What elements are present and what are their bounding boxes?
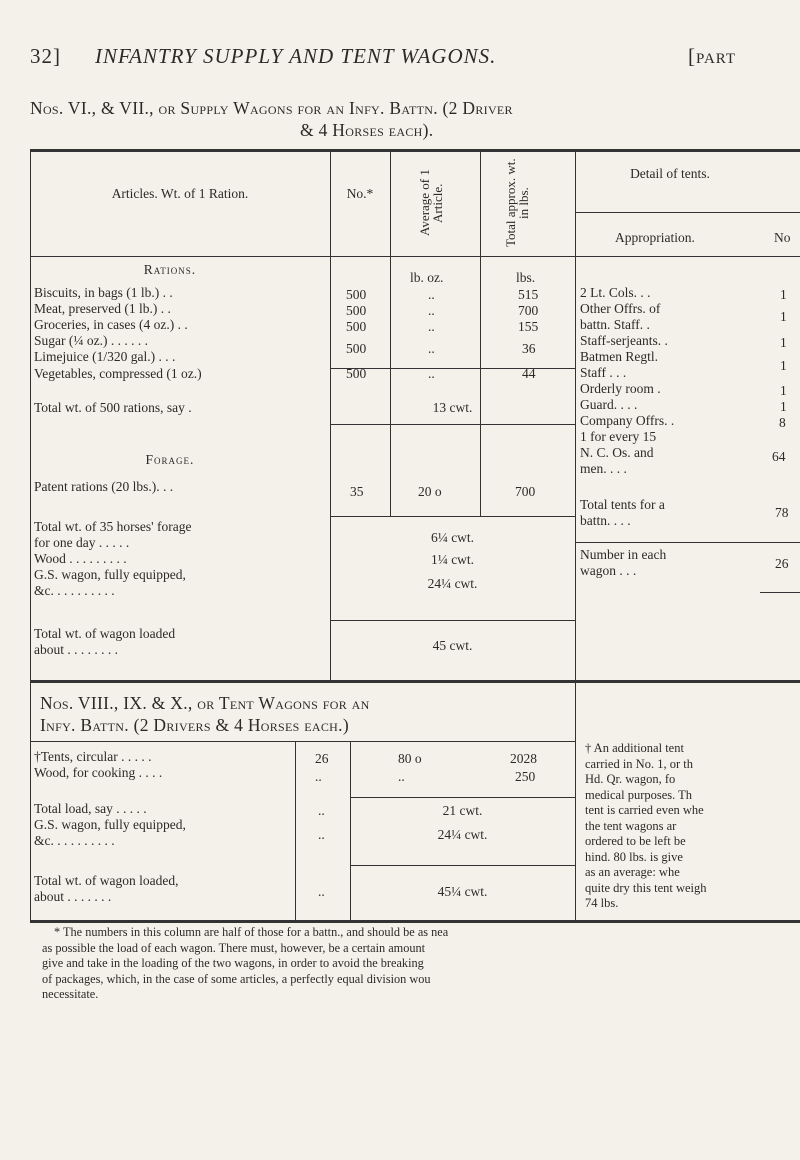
table2-loaded-no: ..: [318, 884, 325, 899]
ration-avg: ..: [428, 366, 435, 381]
part-label: [part: [688, 44, 737, 68]
table2-no: ..: [315, 769, 322, 784]
table2-left-rule: [30, 680, 31, 921]
forage-total: 700: [515, 484, 536, 499]
note-line: carried in No. 1, or th: [585, 756, 693, 771]
header-appropriation: Appropriation.: [615, 230, 695, 245]
tents-each-label: wagon . . .: [580, 563, 637, 578]
footnote-line: of packages, which, in the case of some articles, a perfectly equal division wou: [42, 971, 431, 986]
tent-count: 1: [780, 399, 787, 414]
forage-rule: [330, 516, 575, 517]
footnote-line: as possible the load of each wagon. There must, however, be a certain amount: [42, 940, 426, 955]
units-total: lbs.: [516, 270, 536, 285]
ration-no: 500: [346, 341, 367, 356]
running-title: INFANTRY SUPPLY AND TENT WAGONS.: [95, 44, 497, 68]
table2-total-load-no: ..: [318, 803, 325, 818]
table1-title-line1: Nos. VI., & VII., or Supply Wagons for an Infy. Battn. (2 Driver: [30, 98, 513, 118]
tent-appropriation: Other Offrs. of: [580, 301, 661, 316]
ration-avg: ..: [428, 303, 435, 318]
rations-heading: Rations.: [143, 262, 197, 277]
table2-row-rule: [350, 865, 575, 866]
gs-rule: [330, 620, 575, 621]
ration-no: 500: [346, 319, 367, 334]
table2-avg: ..: [398, 769, 405, 784]
table2-article: †Tents, circular . . . . .: [34, 749, 152, 764]
wood-label: Wood . . . . . . . . .: [34, 551, 127, 566]
ration-article: Meat, preserved (1 lb.) . .: [34, 301, 171, 316]
ration-avg: ..: [428, 319, 435, 334]
table1-left-rule: [30, 149, 31, 682]
tent-count: 1: [780, 358, 787, 373]
table2-title-line1: Nos. VIII., IX. & X., or Tent Wagons for an: [40, 693, 370, 713]
total-rations-value: 13 cwt.: [432, 400, 473, 415]
tent-side-note: [585, 741, 707, 912]
ration-total: 44: [522, 366, 536, 381]
tent-appropriation: 2 Lt. Cols. . .: [580, 285, 651, 300]
table2-article: Wood, for cooking . . . .: [34, 765, 163, 780]
forage-total-label: for one day . . . . .: [34, 535, 130, 550]
footnote-line: * The numbers in this column are half of those for a battn., and should be as nea: [54, 925, 449, 939]
tent-appropriation: Staff-serjeants. .: [580, 333, 668, 348]
note-line: hind. 80 lbs. is give: [585, 849, 683, 864]
wood-value: 1¼ cwt.: [430, 552, 475, 567]
forage-avg: 20 o: [418, 484, 442, 499]
forage-total-label: Total wt. of 35 horses' forage: [34, 519, 192, 534]
tents-total-label: Total tents for a: [580, 497, 665, 512]
table2-total-load-label: Total load, say . . . . .: [34, 801, 147, 816]
note-line: Hd. Qr. wagon, fo: [585, 772, 676, 786]
table2-gs-no: ..: [318, 827, 325, 842]
note-line: ordered to be left be: [585, 834, 686, 848]
gs-label: &c. . . . . . . . . .: [34, 583, 115, 598]
table2-total-load-value: 21 cwt.: [442, 803, 483, 818]
table2-total: 250: [515, 769, 536, 784]
header-average: Average of 1 Article.: [417, 169, 445, 237]
table1-bottom-rule: [30, 680, 800, 683]
forage-label: Patent rations (20 lbs.). . .: [34, 479, 174, 494]
table2-title-line2: Infy. Battn. (2 Drivers & 4 Horses each.): [40, 715, 349, 735]
tent-appropriation: Guard. . . .: [580, 397, 638, 412]
ration-total: 155: [518, 319, 539, 334]
table2-gs-label: G.S. wagon, fully equipped,: [34, 817, 186, 832]
gs-value: 24¼ cwt.: [427, 576, 478, 591]
tent-appropriation: Orderly room .: [580, 381, 661, 396]
tents-total-label: battn. . . .: [580, 513, 631, 528]
table1-top-rule: [30, 149, 800, 152]
table2-total: 2028: [510, 751, 537, 766]
tent-appropriation: N. C. Os. and: [580, 445, 654, 460]
ration-no: 500: [346, 303, 367, 318]
table1-header-rule: [30, 256, 800, 257]
total-rations-label: Total wt. of 500 rations, say .: [34, 400, 192, 415]
ration-avg: ..: [428, 341, 435, 356]
table2-gs-label: &c. . . . . . . . . .: [34, 833, 115, 848]
rations-bottom-rule: [330, 368, 575, 369]
header-no: No.*: [346, 186, 374, 201]
tent-count: 1: [780, 383, 787, 398]
tent-count: 1: [780, 309, 787, 324]
tents-each-label: Number in each: [580, 547, 667, 562]
ration-total: 515: [518, 287, 539, 302]
tent-appropriation: men. . . .: [580, 461, 627, 476]
tent-count: 64: [772, 449, 786, 464]
tent-count: 1: [780, 335, 787, 350]
table2-row-rule: [350, 797, 575, 798]
table2-loaded-label: Total wt. of wagon loaded,: [34, 873, 179, 888]
loaded-label: Total wt. of wagon loaded: [34, 626, 176, 641]
col-rule-detail: [575, 149, 576, 680]
table2-no: 26: [315, 751, 329, 766]
loaded-value: 45 cwt.: [432, 638, 473, 653]
forage-heading: Forage.: [145, 452, 195, 467]
forage-total-value: 6¼ cwt.: [430, 530, 475, 545]
ration-total: 700: [518, 303, 539, 318]
tents-each-rule: [760, 592, 800, 593]
header-detail: Detail of tents.: [630, 166, 710, 181]
loaded-label: about . . . . . . . .: [34, 642, 118, 657]
page-number: 32]: [30, 44, 61, 68]
note-line: † An additional tent: [585, 741, 684, 755]
footnote: [42, 925, 448, 1003]
table2-gs-value: 24¼ cwt.: [437, 827, 488, 842]
units-avg: lb. oz.: [410, 270, 444, 285]
ration-article: Vegetables, compressed (1 oz.): [34, 366, 202, 381]
note-line: the tent wagons ar: [585, 818, 677, 833]
ration-article: Limejuice (1/320 gal.) . . .: [34, 349, 176, 364]
table2-col-articles: [295, 741, 296, 921]
tents-each-value: 26: [775, 556, 789, 571]
tent-appropriation: Batmen Regtl.: [580, 349, 658, 364]
detail-header-rule: [575, 212, 800, 213]
table2-loaded-value: 45¼ cwt.: [437, 884, 488, 899]
note-line: as an average: whe: [585, 865, 680, 879]
tents-total-value: 78: [775, 505, 789, 520]
footnote-line: necessitate.: [42, 987, 99, 1001]
tent-appropriation: battn. Staff. .: [580, 317, 650, 332]
header-articles: Articles. Wt. of 1 Ration.: [111, 186, 249, 201]
table2-avg: 80 o: [398, 751, 422, 766]
note-line: quite dry this tent weigh: [585, 880, 707, 895]
note-line: medical purposes. Th: [585, 787, 693, 802]
total-rations-rule: [330, 424, 575, 425]
table2-detail-rule: [575, 680, 576, 921]
tents-total-rule: [575, 542, 800, 543]
tent-appropriation: Company Offrs. .: [580, 413, 675, 428]
tent-appropriation: 1 for every 15: [580, 429, 657, 444]
table2-bottom-rule: [30, 920, 800, 923]
ration-avg: ..: [428, 287, 435, 302]
tent-count: 1: [780, 287, 787, 302]
ration-article: Sugar (¼ oz.) . . . . . .: [34, 333, 148, 348]
forage-no: 35: [350, 484, 364, 499]
header-no2: No: [774, 230, 791, 245]
ration-no: 500: [346, 366, 367, 381]
note-line: tent is carried even whe: [585, 803, 704, 817]
ration-article: Groceries, in cases (4 oz.) . .: [34, 317, 188, 332]
ration-total: 36: [522, 341, 536, 356]
gs-label: G.S. wagon, fully equipped,: [34, 567, 186, 582]
footnote-line: give and take in the loading of the two wagons, in order to avoid the breaking: [42, 956, 424, 970]
ration-article: Biscuits, in bags (1 lb.) . .: [34, 285, 173, 300]
forage-col-rule-1: [390, 424, 391, 516]
ration-no: 500: [346, 287, 367, 302]
header-total: Total approx. wt. in lbs.: [503, 158, 531, 248]
forage-col-rule-2: [480, 424, 481, 516]
table2-title-rule: [30, 741, 575, 742]
table2-loaded-label: about . . . . . . .: [34, 889, 112, 904]
tent-appropriation: Staff . . .: [580, 365, 627, 380]
tent-count: 8: [779, 415, 786, 430]
note-line: 74 lbs.: [585, 896, 619, 910]
table1-title-line2: & 4 Horses each).: [300, 120, 434, 140]
